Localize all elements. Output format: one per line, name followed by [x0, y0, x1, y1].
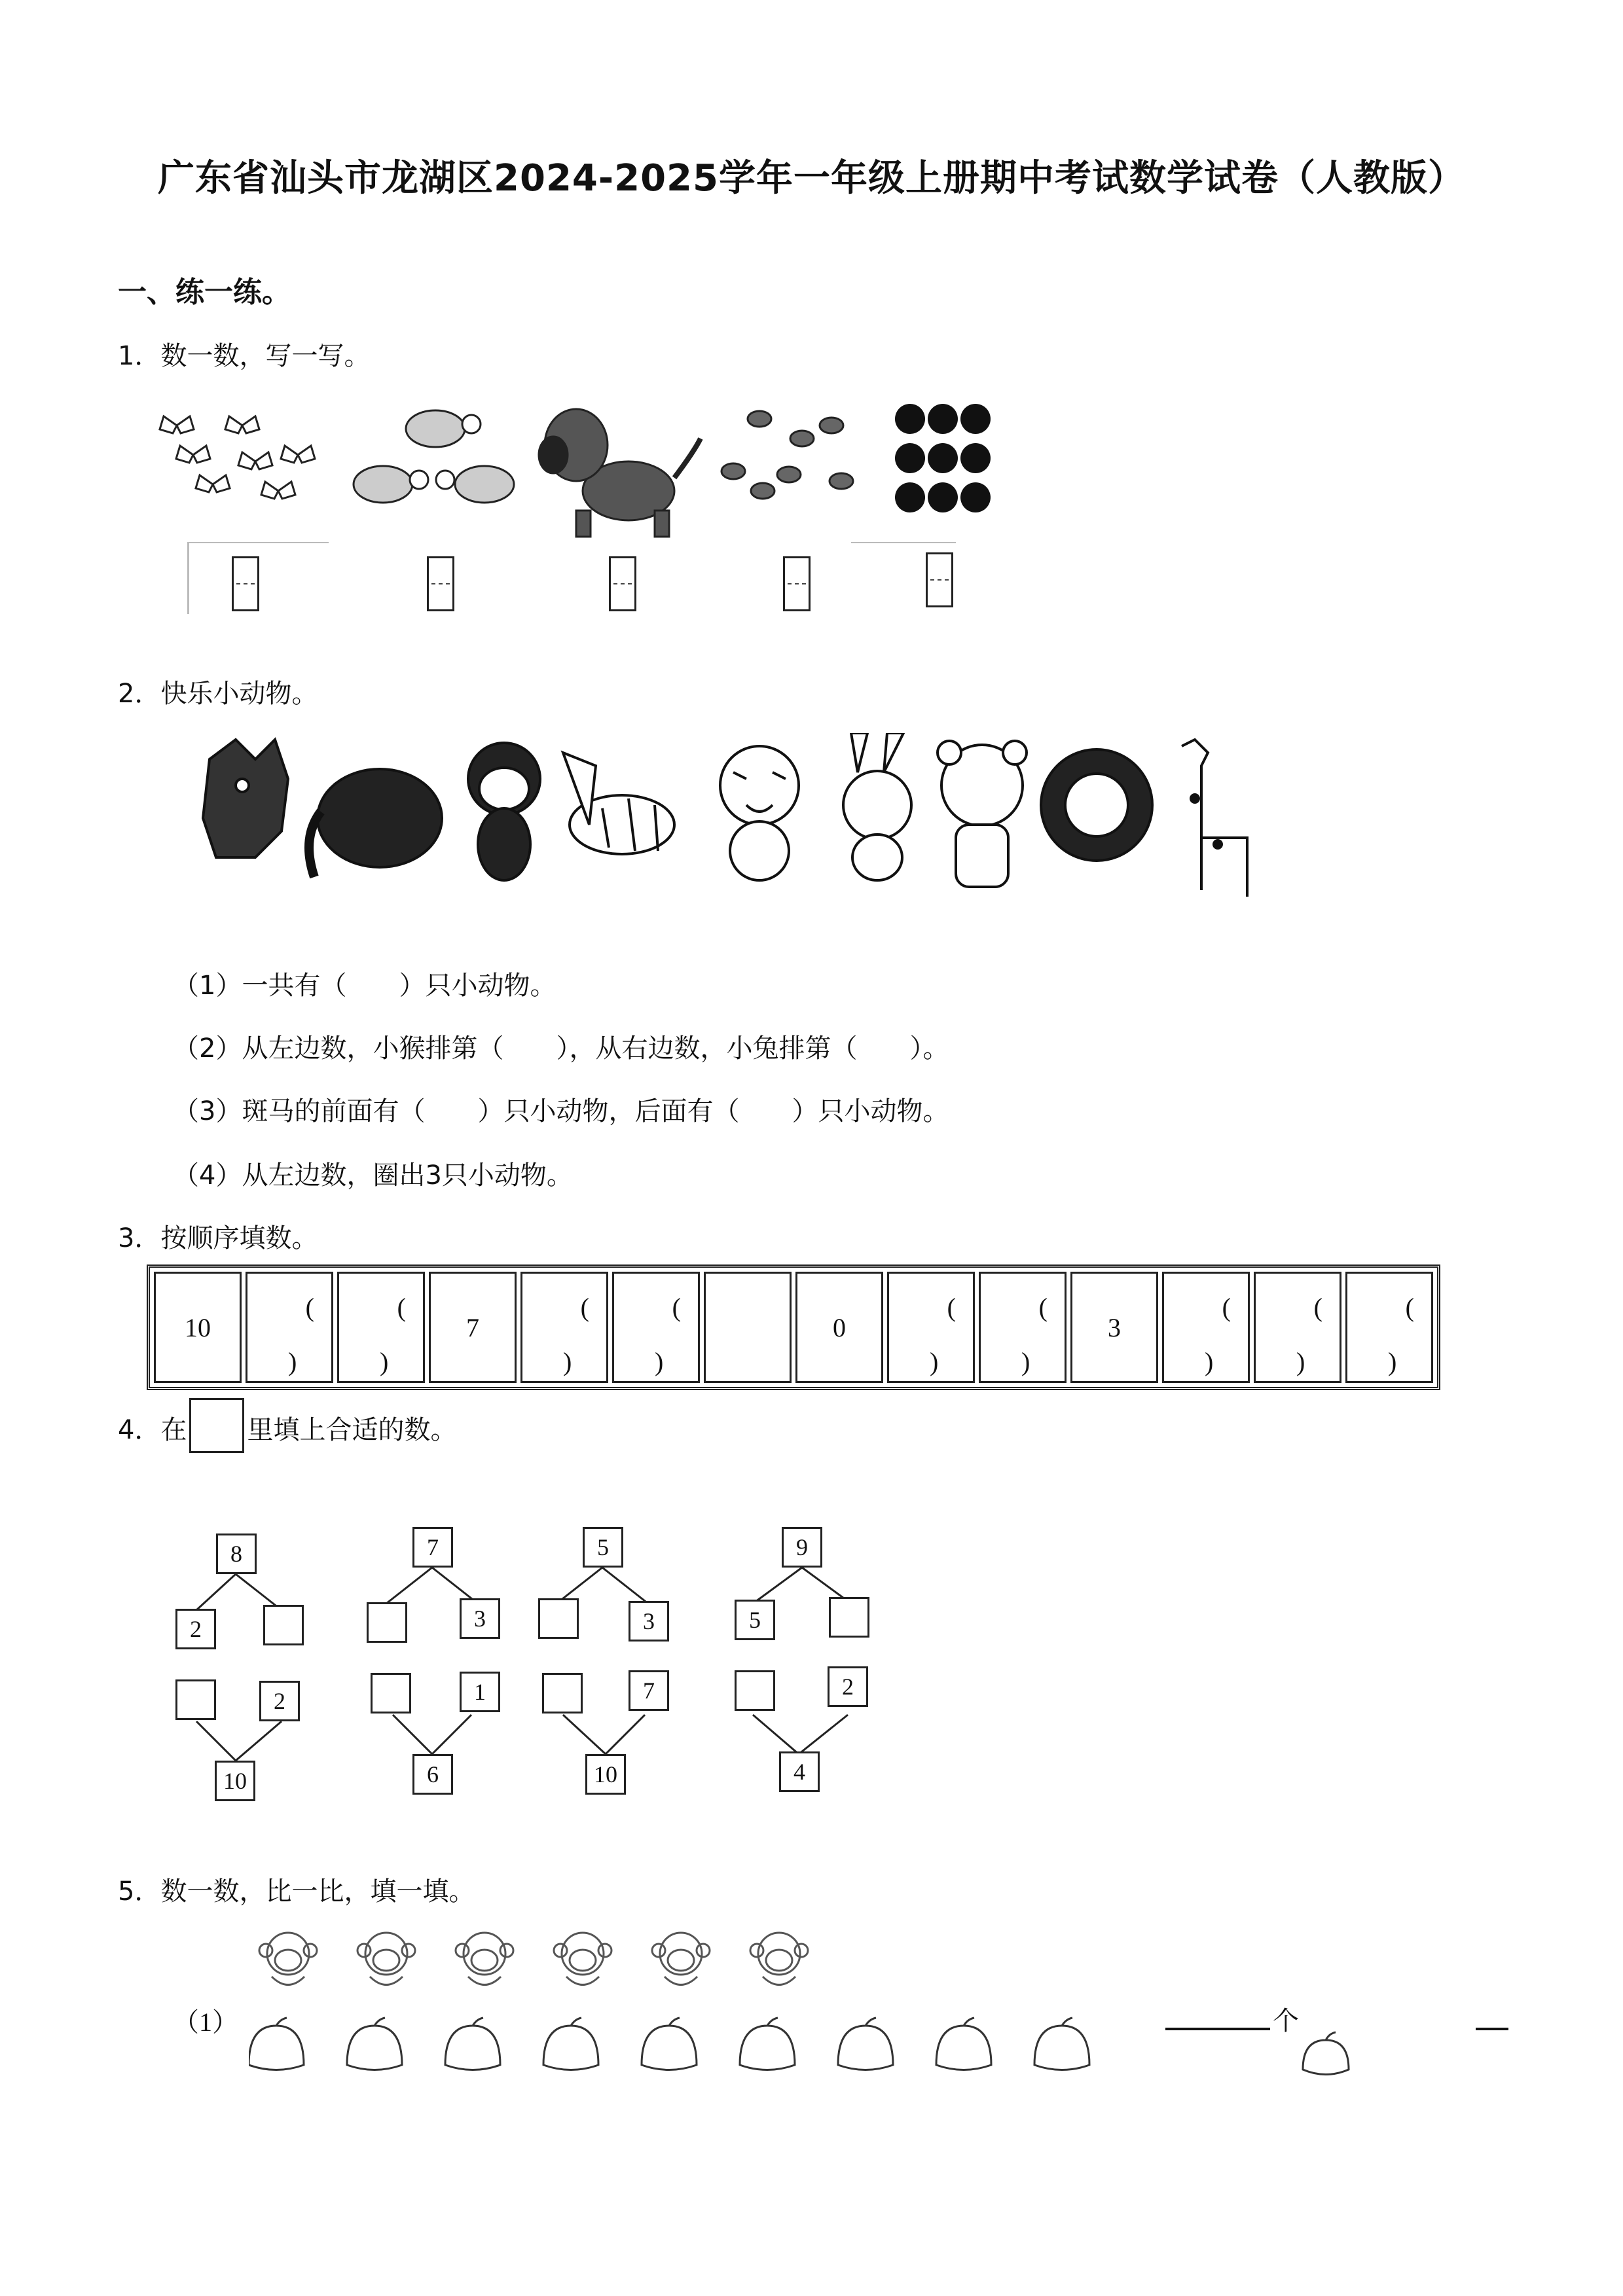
peach-icon [936, 2018, 991, 2070]
peach-icon [543, 2018, 598, 2070]
page-title: 广东省汕头市龙湖区2024-2025学年一年级上册期中考试数学试卷（人教版） [158, 157, 1465, 200]
peach-icon [249, 2018, 304, 2070]
split-left-box[interactable] [367, 1602, 407, 1643]
combine-right-box[interactable]: 2 [828, 1666, 868, 1707]
open-paren: ( [1222, 1293, 1231, 1322]
split-right-box[interactable]: 3 [460, 1598, 500, 1639]
section-heading: 一、练一练。 [118, 276, 291, 309]
peach-icon [642, 2018, 697, 2070]
close-paren: ) [1296, 1347, 1305, 1376]
sequence-cell: 10 [154, 1272, 242, 1383]
sequence-cell: 3 [1070, 1272, 1158, 1383]
question-1-label: 1．数一数，写一写。 [118, 341, 371, 371]
q2-sub-3: （3）斑马的前面有（ ）只小动物，后面有（ ）只小动物。 [173, 1096, 949, 1126]
combine-left-box[interactable] [371, 1673, 411, 1713]
question-5-label: 5．数一数，比一比，填一填。 [118, 1876, 475, 1907]
split-top-box: 5 [583, 1527, 623, 1568]
peach-icon [347, 2018, 402, 2070]
q4-label-start: 4．在 [118, 1415, 187, 1445]
peach-icon [838, 2018, 893, 2070]
peach-icon [740, 2018, 795, 2070]
q2-sub-4: （4）从左边数，圈出3只小动物。 [173, 1160, 573, 1191]
close-paren: ) [930, 1347, 939, 1376]
combine-right-box[interactable]: 1 [460, 1672, 500, 1712]
combine-bottom-box: 4 [779, 1751, 820, 1792]
open-paren: ( [947, 1293, 956, 1322]
peach-icon [445, 2018, 500, 2070]
split-left-box[interactable]: 5 [735, 1600, 775, 1640]
monkey-icon [652, 1933, 710, 1985]
q2-sub-2: （2）从左边数，小猴排第（ ），从右边数，小兔排第（ ）。 [173, 1033, 949, 1064]
q5-sub-1-label: （1） [173, 2007, 238, 2037]
split-left-box[interactable]: 2 [175, 1609, 216, 1649]
close-paren: ) [655, 1347, 664, 1376]
sequence-cell: 0 [795, 1272, 883, 1383]
monkey-icon [357, 1933, 415, 1985]
close-paren: ) [1021, 1347, 1030, 1376]
combine-bottom-box: 10 [215, 1761, 255, 1801]
open-paren: ( [1038, 1293, 1048, 1322]
close-paren: ) [1205, 1347, 1214, 1376]
open-paren: ( [580, 1293, 589, 1322]
combine-right-box[interactable]: 7 [629, 1670, 669, 1711]
monkey-icon [259, 1933, 317, 1985]
open-paren: ( [1405, 1293, 1414, 1322]
split-left-box[interactable] [538, 1598, 579, 1639]
close-paren: ) [1388, 1347, 1397, 1376]
q5-monkeys-and-peaches [249, 1924, 1362, 2094]
split-top-box: 9 [782, 1527, 822, 1568]
combine-left-box[interactable] [735, 1670, 775, 1711]
combine-left-box[interactable] [175, 1679, 216, 1720]
monkey-icon [554, 1933, 611, 1985]
question-3-label: 3．按顺序填数。 [118, 1223, 318, 1253]
q4-label-end: 里填上合适的数。 [247, 1415, 457, 1445]
split-top-box: 8 [216, 1534, 257, 1574]
close-paren: ) [288, 1347, 297, 1376]
q5-answer-line[interactable] [1165, 2028, 1270, 2030]
split-top-box: 7 [412, 1527, 453, 1568]
peach-icon [1034, 2018, 1089, 2070]
combine-left-box[interactable] [542, 1673, 583, 1713]
open-paren: ( [305, 1293, 314, 1322]
open-paren: ( [672, 1293, 681, 1322]
monkey-icon [456, 1933, 513, 1985]
combine-right-box[interactable]: 2 [259, 1681, 300, 1721]
split-right-box[interactable] [263, 1605, 304, 1645]
open-paren: ( [397, 1293, 406, 1322]
question-2-label: 2．快乐小动物。 [118, 679, 318, 709]
open-paren: ( [1313, 1293, 1322, 1322]
close-paren: ) [563, 1347, 572, 1376]
split-right-box[interactable] [829, 1597, 869, 1638]
q5-unit: 个 [1273, 2006, 1299, 2036]
q5-answer-line-2[interactable] [1476, 2028, 1508, 2030]
peach-icon [1296, 2030, 1355, 2083]
sequence-cell: 7 [429, 1272, 517, 1383]
combine-bottom-box: 6 [412, 1754, 453, 1795]
combine-bottom-box: 10 [585, 1754, 626, 1795]
split-right-box[interactable]: 3 [629, 1601, 669, 1641]
close-paren: ) [380, 1347, 389, 1376]
q2-sub-1: （1）一共有（ ）只小动物。 [173, 971, 556, 1001]
monkey-icon [750, 1933, 808, 1985]
